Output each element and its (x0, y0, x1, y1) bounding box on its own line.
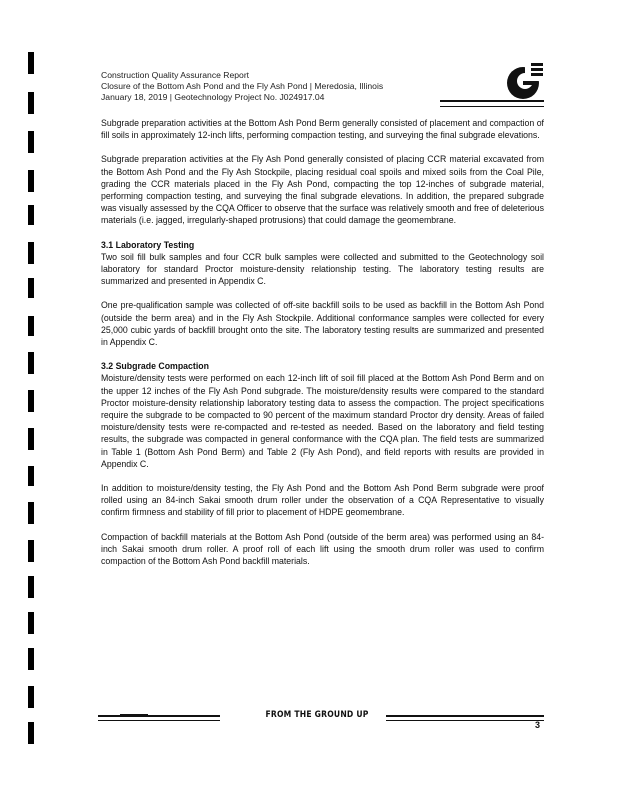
project-title: Closure of the Bottom Ash Pond and the Fly Ash Pond | Meredosia, Illinois (101, 81, 384, 91)
geotechnology-logo-icon (503, 61, 545, 103)
binder-mark (28, 316, 34, 336)
paragraph-bulk-samples: Two soil fill bulk samples and four CCR bulk samples were collected and submitted to the Geotechnology soil laboratory for standard Proctor moisture-density relationship testing. The laboratory testing results are summarized and presented in Appendix C. (101, 251, 544, 287)
footer-rule-right (386, 715, 544, 717)
footer-rule-right-thin (386, 720, 544, 721)
binder-mark (28, 205, 34, 225)
footer-tagline: FROM THE GROUND UP (265, 710, 369, 720)
binder-mark (28, 131, 34, 153)
section-heading-laboratory-testing: 3.1 Laboratory Testing (101, 239, 195, 250)
report-date-project-no: January 18, 2019 | Geotechnology Project No. J024917.04 (101, 92, 325, 102)
paragraph-moisture-density: Moisture/density tests were performed on each 12-inch lift of soil fill placed at the Bottom Ash Pond Berm and on the upper 12 inches of the Fly Ash Pond subgrade. The moisture/density results were compared to the standard Proctor moisture-density relationship laboratory testing data to assess the compaction. The project specifications require the subgrade to be compacted to 90 percent of the maximum standard Proctor dry density. Areas of failed moisture/density tests were re-compacted and re-tested as needed. Based on the laboratory and field testing results, the subgrade was compacted in general conformance with the CQA plan. The field tests are summarized in Table 1 (Bottom Ash Pond Berm) and Table 2 (Fly Ash Pond), and field reports with results are provided in Appendix C. (101, 373, 544, 469)
paragraph-backfill-compaction: Compaction of backfill materials at the Bottom Ash Pond (outside of the berm area) was performed using an 84-inch Sakai smooth drum roller. A proof roll of each lift using the smooth drum roller was used to confirm compaction of the Bottom Ash Pond backfill materials. (101, 531, 544, 567)
binder-mark (28, 502, 34, 524)
header-rule (440, 100, 544, 107)
binder-mark (28, 428, 34, 450)
report-header (101, 70, 441, 103)
binder-mark (28, 352, 34, 374)
page-number: 3 (535, 720, 541, 730)
report-title: Construction Quality Assurance Report (101, 70, 250, 80)
paragraph-proof-rolling: In addition to moisture/density testing, the Fly Ash Pond and the Bottom Ash Pond Berm subgrade were proof rolled using an 84-inch Sakai smooth drum roller under the observation of a CQA Representative to visually confirm firmness and stability of fill prior to placement of HDPE geomembrane. (101, 483, 544, 518)
binder-mark (28, 576, 34, 598)
binder-mark (28, 648, 34, 670)
binder-mark (28, 722, 34, 744)
paragraph-fly-ash-pond: Subgrade preparation activities at the Fly Ash Pond generally consisted of placing CCR material excavated from the Bottom Ash Pond and the Fly Ash Stockpile, placing residual coal spoils and mixed soils from the Coal Pile, grading the CCR materials placed in the Fly Ash Pond, compacting the top 12-inches of subgrade material, performing compaction testing, and surveying the final subgrade elevations. In addition, the prepared subgrade was visually assessed by the CQA Officer to observe that the surface was relatively smooth and free of deleterious materials (i.e. jagged, irregularly-shaped protrusions) that could damage the geomembrane. (101, 154, 544, 226)
binder-mark (28, 540, 34, 562)
footer-rule-left-thin (98, 720, 220, 721)
binder-mark (28, 52, 34, 74)
paragraph-pre-qualification: One pre-qualification sample was collected of off-site backfill soils to be used as backfill in the Bottom Ash Pond (outside the berm area) and in the Fly Ash Stockpile. Additional conformance samples were collected for every 25,000 cubic yards of backfill brought onto the site. The laboratory testing results are summarized and presented in Appendix C. (101, 300, 544, 348)
binder-mark (28, 242, 34, 264)
footer-rule-mark (120, 714, 148, 717)
binder-mark (28, 170, 34, 192)
binder-mark (28, 466, 34, 486)
paragraph-bottom-ash-berm: Subgrade preparation activities at the Bottom Ash Pond Berm generally consisted of placement and compaction of fill soils in approximately 12-inch lifts, performing compaction testing, and surveying the final subgrade elevations. (101, 118, 544, 141)
footer-rule-left (98, 715, 220, 717)
report-body (101, 117, 544, 579)
section-heading-subgrade-compaction: 3.2 Subgrade Compaction (101, 361, 209, 372)
binder-mark (28, 390, 34, 412)
binder-mark (28, 686, 34, 708)
binder-mark (28, 92, 34, 114)
binder-mark (28, 278, 34, 298)
binder-mark (28, 612, 34, 634)
